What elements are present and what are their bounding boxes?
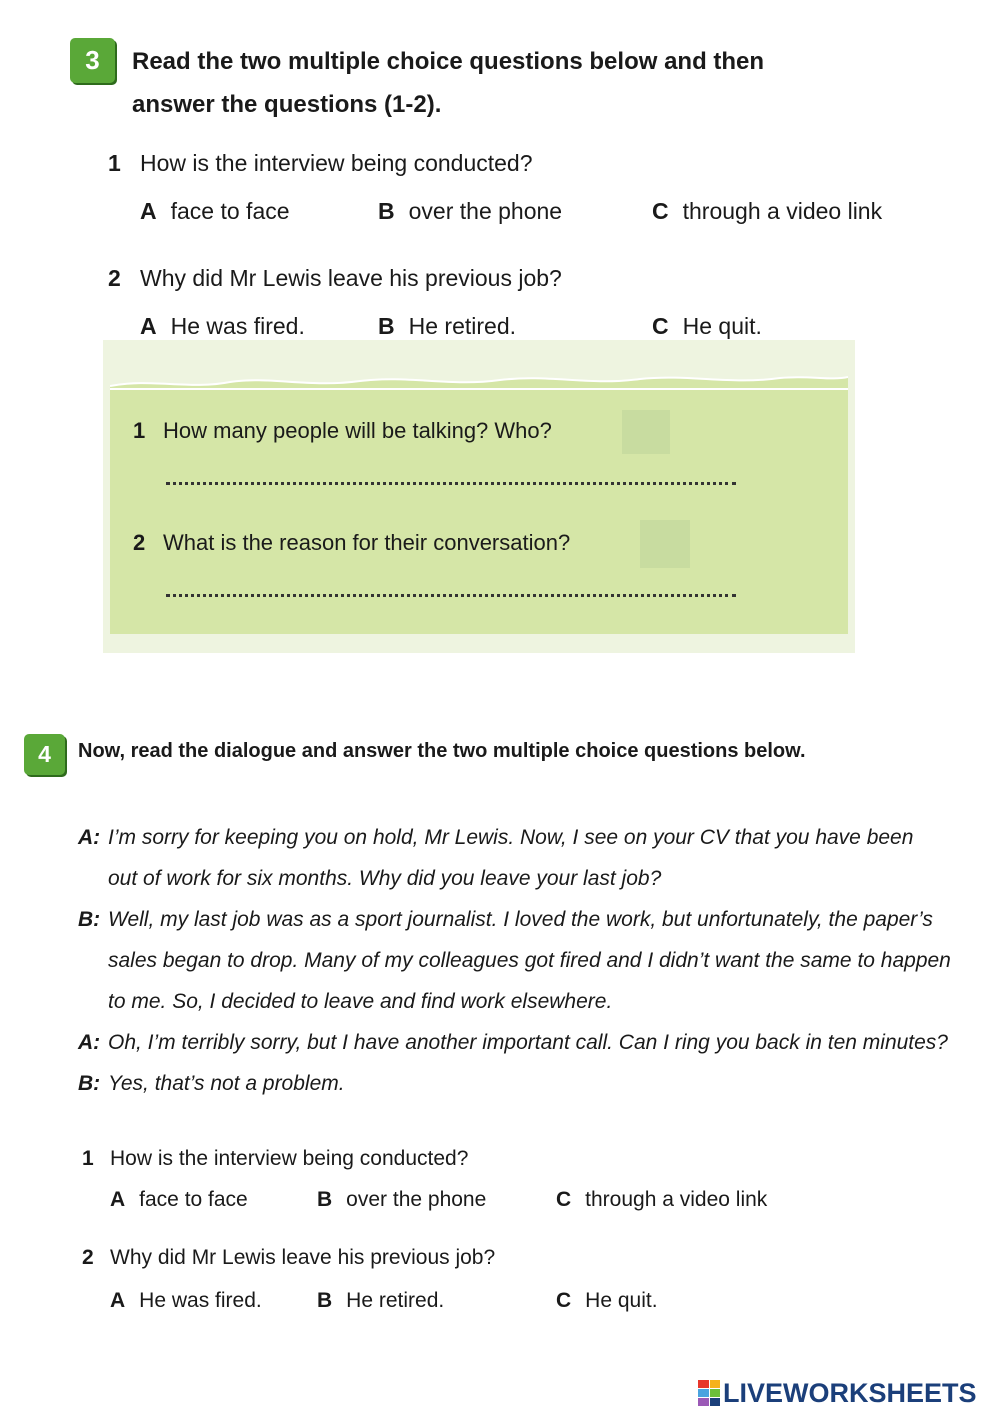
answer-line-2[interactable] xyxy=(166,594,736,597)
dialogue xyxy=(78,817,978,1104)
section-4-badge: 4 xyxy=(24,734,65,775)
s4-q2-option-c[interactable]: C He quit. xyxy=(556,1289,658,1312)
question-text: How is the interview being conducted? xyxy=(140,150,533,176)
dialogue-line: B: Well, my last job was as a sport journalist. I loved the work, but unfortunately, the paper’s xyxy=(78,908,933,931)
answer-line-1[interactable] xyxy=(166,482,736,485)
dialogue-line: A: Oh, I’m terribly sorry, but I have another important call. Can I ring you back in ten minutes? xyxy=(78,1031,948,1054)
question-text: Why did Mr Lewis leave his previous job? xyxy=(140,265,562,291)
s4-q1-option-c[interactable]: C through a video link xyxy=(556,1188,768,1211)
question-number: 2 xyxy=(108,265,121,291)
s4-q2-option-b[interactable]: B He retired. xyxy=(317,1289,445,1312)
liveworksheets-logo xyxy=(698,1378,977,1408)
s3-q2-option-b[interactable]: B He retired. xyxy=(378,313,516,339)
question-number: 1 xyxy=(108,150,121,176)
dialogue-line: out of work for six months. Why did you leave your last job? xyxy=(108,867,662,890)
dialogue-line: B: Yes, that’s not a problem. xyxy=(78,1072,345,1095)
box-question-1: 1 How many people will be talking? Who? xyxy=(133,418,552,443)
s3-q1-option-a[interactable]: A face to face xyxy=(140,198,290,224)
s4-question-2: 2 Why did Mr Lewis leave his previous job? xyxy=(82,1246,496,1269)
section-3-badge: 3 xyxy=(70,38,115,83)
answer-patch-2[interactable] xyxy=(640,520,690,568)
section-4-heading: Now, read the dialogue and answer the two multiple choice questions below. xyxy=(78,740,806,762)
section-3-heading: Read the two multiple choice questions below and then answer the questions (1-2). xyxy=(132,48,765,118)
logo-text: LIVEWORKSHEETS xyxy=(723,1377,977,1408)
box-question-2: 2 What is the reason for their conversation? xyxy=(133,530,571,555)
s3-q1-option-c[interactable]: C through a video link xyxy=(652,198,883,224)
s4-q2-option-a[interactable]: A He was fired. xyxy=(110,1289,262,1312)
s4-q1-option-b[interactable]: B over the phone xyxy=(317,1188,487,1211)
answer-patch-1[interactable] xyxy=(622,410,670,454)
s3-q1-option-b[interactable]: B over the phone xyxy=(378,198,563,224)
s3-q2-option-c[interactable]: C He quit. xyxy=(652,313,762,339)
s3-q2-option-a[interactable]: A He was fired. xyxy=(140,313,305,339)
logo-mark-icon xyxy=(698,1380,720,1406)
dialogue-line: to me. So, I decided to leave and find work elsewhere. xyxy=(108,990,613,1013)
dialogue-line: A: I’m sorry for keeping you on hold, Mr Lewis. Now, I see on your CV that you have been xyxy=(78,826,914,849)
s4-q1-option-a[interactable]: A face to face xyxy=(110,1188,248,1211)
s3-question-2 xyxy=(108,265,562,292)
s4-question-1: 1 How is the interview being conducted? xyxy=(82,1147,469,1170)
dialogue-line: sales began to drop. Many of my colleagues got fired and I didn’t want the same to happen xyxy=(108,949,951,972)
s3-question-1 xyxy=(108,150,533,177)
